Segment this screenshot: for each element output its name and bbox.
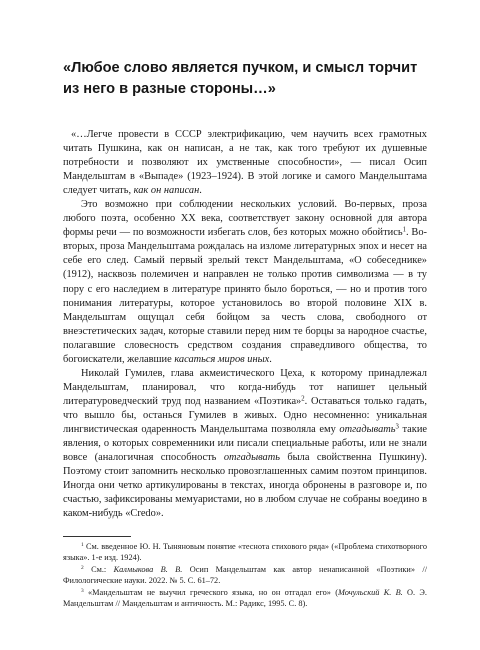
footnotes [63, 541, 427, 609]
chapter-heading: «Любое слово является пучком, и смысл торчит из него в разные стороны…» [63, 60, 418, 97]
footnote-1: $^1$ См. введенное Ю. Н. Тыняновым понятие «теснота стихового ряда» («Проблема стихотворного языка». 1-е изд. 1924). [63, 542, 427, 563]
footnote-2: $^2$ См.: Калмыкова В. В. Осип Мандельштам как автор ненаписанной «Поэтики» // Филологические науки. 2022. № 5. С. 61–72. [63, 564, 428, 586]
body-text [63, 128, 427, 521]
paragraph-3: Николай Гумилев, глава акмеистического Цеха, к которому принадлежал Мандельштам, планировал, что когда-нибудь тот напишет цельный литературоведческий труд под названием «Поэтика»$^2$. Оставаться только гадать, что вышло бы, останься Гумилев в живых. Одно несомненно: уникальная лингвистическая одаренность Мандельштама позволяла ему отгадывать$^3$ такие явления, о которых современники или писали специальные работы, или не знали вовсе (аналогичная способность отгадывать была свойственна Пушкину). Поэтому стоит запомнить несколько провозглашенных самим поэтом принципов. Иногда они четко артикулированы в текстах, иногда обронены в разговоре и, по счастью, зафиксированы мемуаристами, но в любом случае не собраны воедино в каком-нибудь «Credo». [63, 367, 427, 520]
paragraph-2: Это возможно при соблюдении нескольких условий. Во-первых, проза любого поэта, особенно XX века, соответствует закону основной для автора формы речи — по возможности избегать слов, без которых можно обойтись$^1$. Во-вторых, проза Мандельштама рождалась на изломе литературных эпох и несет на себе его след. Самый первый зрелый текст Мандельштама, «О собеседнике» (1912), насквозь полемичен и направлен не только против символизма — в ту пору с его наследием в литературе принято было бороться, — но и против того понимания литературы, которое установилось во второй половине XIX в. Мандельштам ощущал себя бойцом за честь слова, свободного от внеэстетических задач, которые ставили перед ним те борцы за народное счастье, полагавшие словесность средством создания справедливого общества, то богоискатели, желавшие касаться миров иных. [63, 199, 428, 365]
footnote-divider [63, 536, 131, 537]
footnote-3: $^3$ «Мандельштам не выучил греческого языка, но он отгадал его» (Мочульский К. В. О. Э. Мандельштам // Мандельштам и античность. М.: Радикс, 1995. С. 8). [63, 587, 427, 609]
paragraph-1: «…Легче провести в СССР электрификацию, чем научить всех грамотных читать Пушкина, как он написан, а не так, как того требуют их душевные потребности и позволяют их умственные способности», — писал Осип Мандельштам в «Выпаде» (1923–1924). В этой логике и самого Мандельштама следует читать, как он написан. [63, 129, 427, 197]
